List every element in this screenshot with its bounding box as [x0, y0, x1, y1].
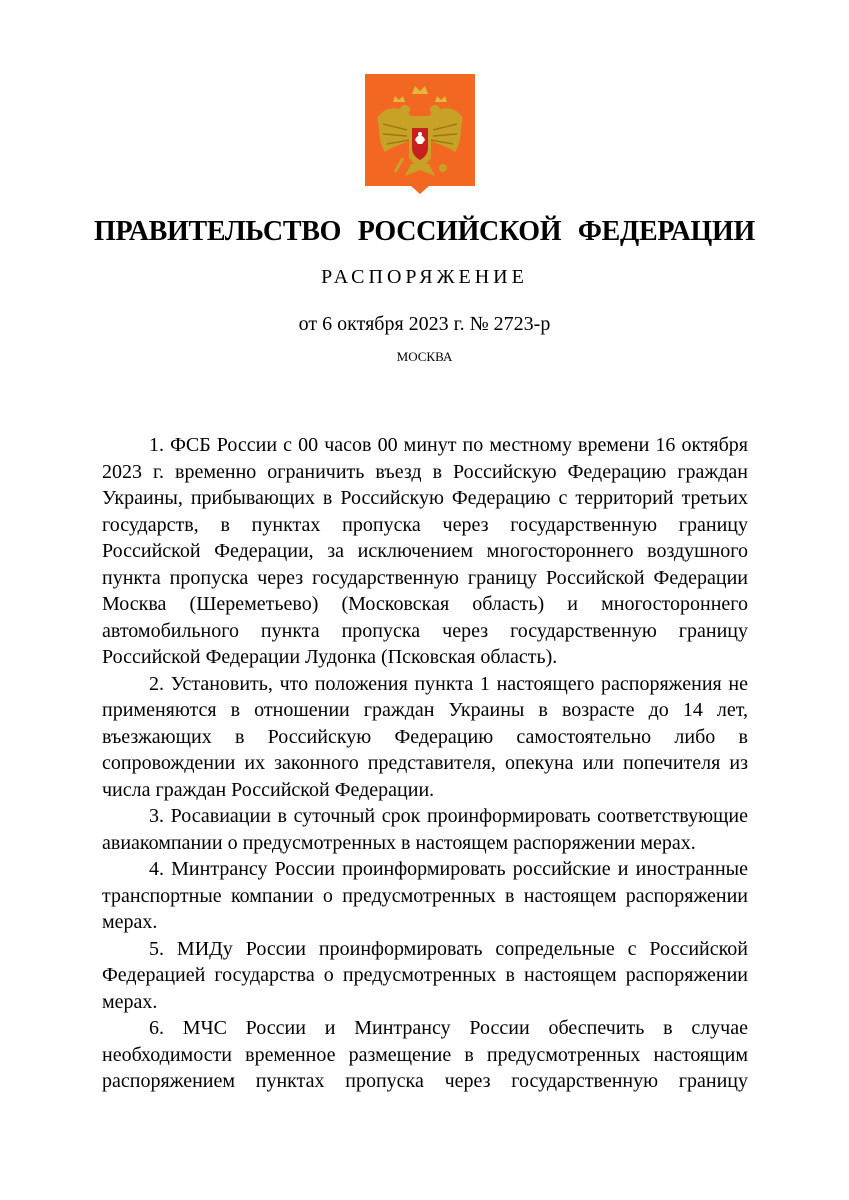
paragraph-1: 1. ФСБ России с 00 часов 00 минут по местному времени 16 октября 2023 г. временно ограничить въезд в Российскую Федерацию граждан Украины, прибывающих в Российскую Федерацию с территорий третьих государств, в пунктах пропуска через государственную границу Российской Федерации, за исключением многостороннего воздушного пункта пропуска через государственную границу Российской Федерации Москва (Шереметьево) (Московская область) и многостороннего автомобильного пункта пропуска через государственную границу Российской Федерации Лудонка (Псковская область). — [102, 434, 748, 668]
paragraph-5: 5. МИДу России проинформировать сопредельные с Российской Федерацией государства о предусмотренных в настоящем распоряжении мерах. — [102, 937, 748, 1013]
government-title: ПРАВИТЕЛЬСТВО РОССИЙСКОЙ ФЕДЕРАЦИИ — [94, 216, 755, 247]
paragraph-2: 2. Установить, что положения пункта 1 настоящего распоряжения не применяются в отношении граждан Украины в возрасте до 14 лет, въезжающих в Российскую Федерацию самостоятельно либо в сопровождении их законного представителя, опекуна или попечителя из числа граждан Российской Федерации. — [102, 672, 748, 801]
document-date-number: от 6 октября 2023 г. № 2723-р — [298, 313, 551, 335]
document-city: МОСКВА — [396, 349, 453, 364]
paragraph-6: 6. МЧС России и Минтрансу России обеспечить в случае необходимости временное размещение в предусмотренных настоящим распоряжением пунктах пропуска через государственную границу — [102, 1017, 748, 1092]
document-type: РАСПОРЯЖЕНИЕ — [321, 266, 528, 288]
paragraph-4: 4. Минтрансу России проинформировать российские и иностранные транспортные компании о предусмотренных в настоящем распоряжении мерах. — [102, 858, 748, 933]
coat-of-arms-icon — [365, 74, 475, 194]
document-body — [102, 432, 748, 1095]
paragraph-3: 3. Росавиации в суточный срок проинформировать соответствующие авиакомпании о предусмотренных в настоящем распоряжении мерах. — [102, 805, 748, 854]
